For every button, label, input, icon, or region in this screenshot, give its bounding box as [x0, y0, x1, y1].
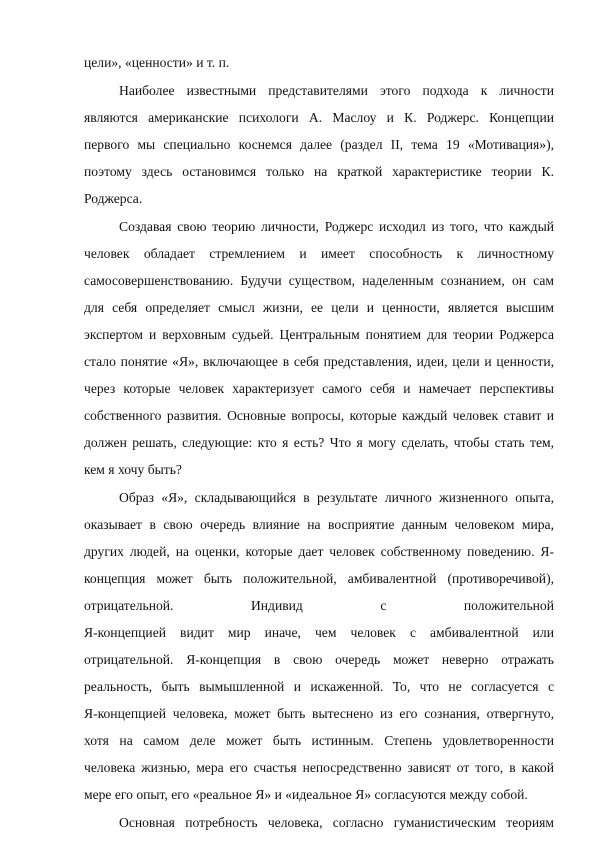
text-line: Наиболее известными представителями этого подхода к личности	[119, 83, 554, 98]
text-line: хотя на самом деле может быть истинным. Степень удовлетворенности	[84, 733, 554, 748]
text-line: кем я хочу быть?	[84, 462, 182, 477]
text-line: отрицательной. Индивид с положительной	[84, 598, 554, 613]
text-line: Основная потребность человека, согласно гуманистическим теориям	[119, 815, 554, 830]
text-line: Роджерса.	[84, 191, 143, 206]
text-line: поэтому здесь остановимся только на краткой характеристике теории К.	[84, 164, 554, 179]
text-line: Создавая свою теорию личности, Роджерс исходил из того, что каждый	[119, 219, 554, 234]
text-line: Образ «Я», складывающийся в результате личного жизненного опыта,	[119, 490, 554, 505]
text-line: для себя определяет смысл жизни, ее цели и ценности, является высшим	[84, 300, 554, 315]
text-line: стало понятие «Я», включающее в себя представления, идеи, цели и ценности,	[84, 354, 554, 369]
text-line: собственного развития. Основные вопросы, которые каждый человек ставит и	[84, 408, 554, 423]
text-line: человека жизнью, мера его счастья непосредственно зависят от того, в какой	[84, 760, 554, 775]
text-line: экспертом и верховным судьей. Центральным понятием для теории Роджерса	[84, 327, 554, 342]
text-line: мере его опыт, его «реальное Я» и «идеальное Я» согласуются между собой.	[84, 787, 528, 802]
text-line: самосовершенствованию. Будучи существом, наделенным сознанием, он сам	[84, 273, 554, 288]
text-line: Я-концепцией видит мир иначе, чем человек с амбивалентной или	[84, 625, 554, 640]
text-line: Я-концепцией человека, может быть вытеснено из его сознания, отвергнуто,	[84, 706, 554, 721]
text-line: реальность, быть вымышленной и искаженной. То, что не согласуется с	[84, 679, 554, 694]
text-line: первого мы специально коснемся далее (раздел II, тема 19 «Мотивация»),	[84, 137, 554, 152]
text-line: цели», «ценности» и т. п.	[84, 55, 230, 70]
text-line: отрицательной. Я-концепция в свою очередь может неверно отражать	[84, 652, 554, 667]
text-line: должен решать, следующие: кто я есть? Что я могу сделать, чтобы стать тем,	[84, 435, 554, 450]
text-line: человек обладает стремлением и имеет способность к личностному	[84, 246, 554, 261]
text-line: являются американские психологи А. Маслоу и К. Роджерс. Концепции	[84, 110, 554, 125]
text-line: оказывает в свою очередь влияние на восприятие данным человеком мира,	[84, 517, 554, 532]
text-line: других людей, на оценки, которые дает человек собственному поведению. Я-	[84, 544, 554, 559]
text-line: через которые человек характеризует самого себя и намечает перспективы	[84, 381, 554, 396]
text-line: концепция может быть положительной, амбивалентной (противоречивой),	[84, 571, 554, 586]
